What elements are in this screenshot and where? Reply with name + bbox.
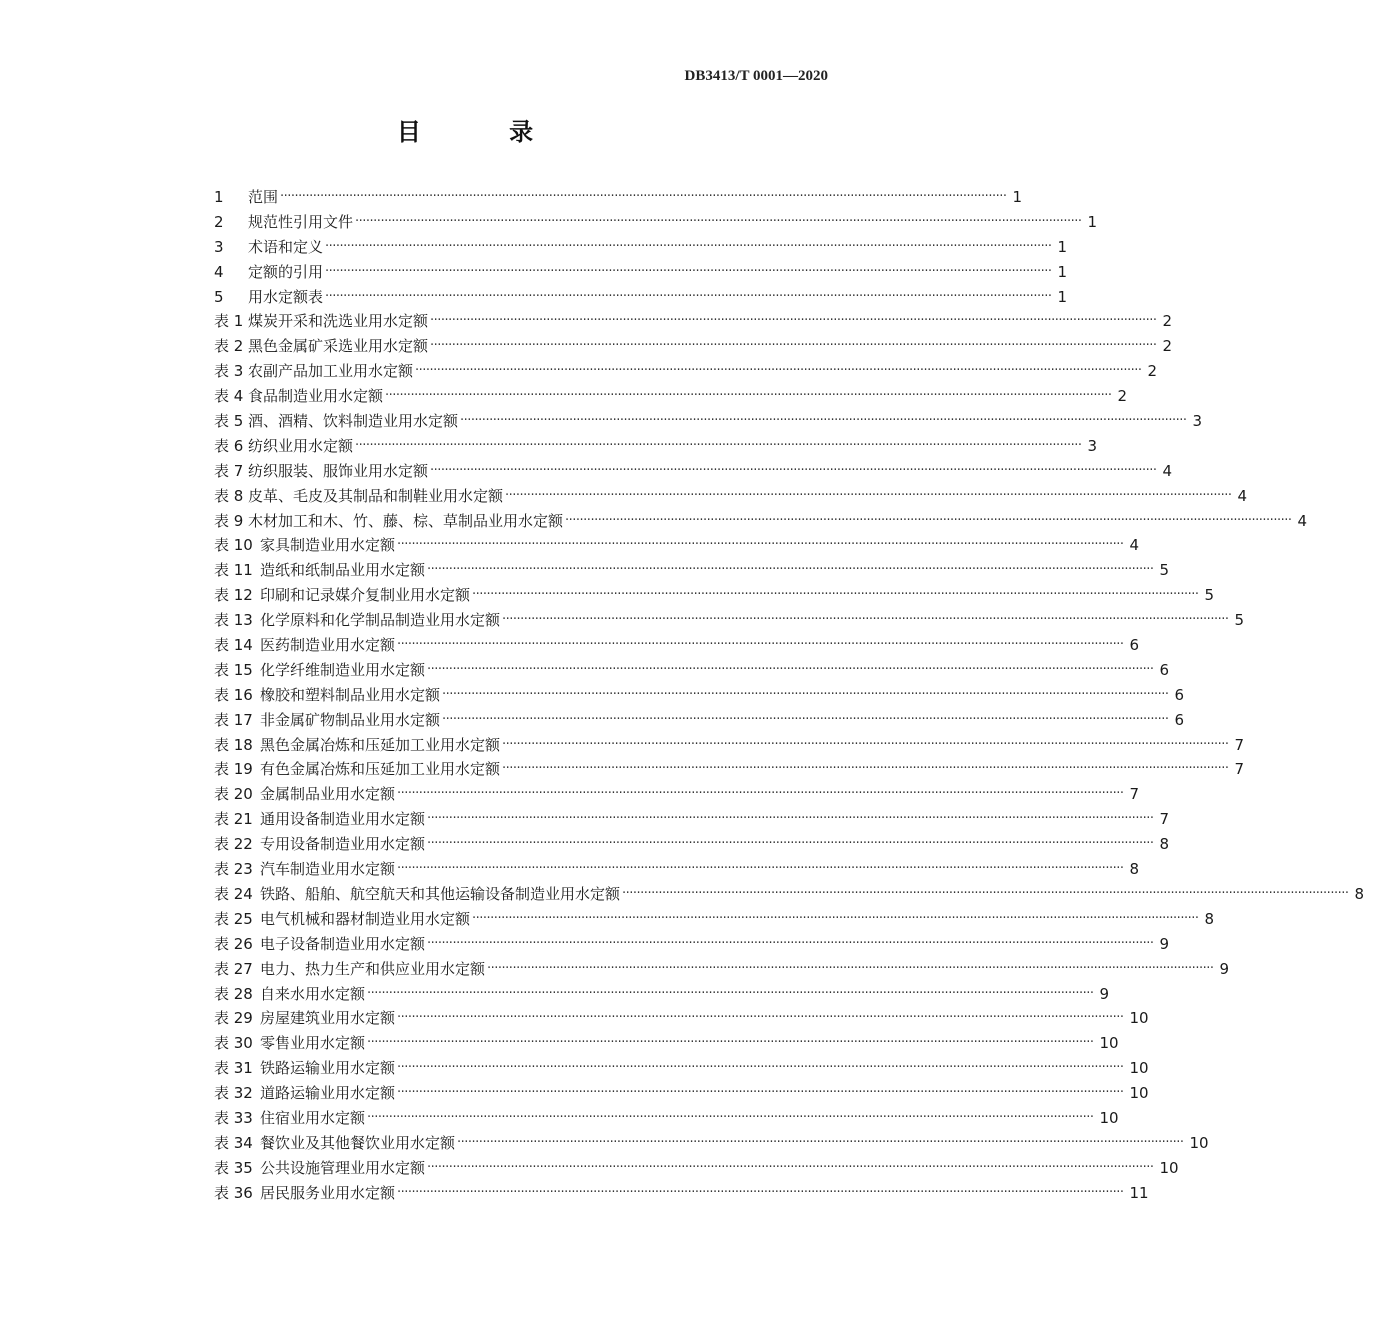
toc-entry-page: 8	[1354, 884, 1365, 903]
toc-leader-dots: ········································································································································································································	[355, 213, 1082, 229]
toc-entry-number: 表 17	[214, 710, 253, 729]
toc-entry-page: 3	[1192, 412, 1203, 431]
toc-entry-label: 房屋建筑业用水定额	[260, 1009, 396, 1028]
toc-entry-label: 皮革、毛皮及其制品和制鞋业用水定额	[248, 486, 504, 505]
toc-entry-number: 表 25	[214, 909, 253, 928]
toc-entry-number: 表 4	[214, 387, 244, 406]
toc-entry-label: 黑色金属冶炼和压延加工业用水定额	[260, 735, 501, 754]
toc-entry-page: 2	[1147, 362, 1158, 381]
toc-leader-dots: ········································································································································································································	[487, 960, 1214, 976]
toc-entry-label: 农副产品加工业用水定额	[248, 362, 414, 381]
document-code: DB3413/T 0001—2020	[684, 68, 828, 84]
toc-entry[interactable]	[214, 260, 1068, 285]
toc-entry-number: 表 10	[214, 536, 253, 555]
toc-entry[interactable]	[214, 633, 1140, 658]
toc-leader-dots: ········································································································································································································	[460, 413, 1187, 429]
toc-entry-label: 用水定额表	[248, 287, 324, 306]
toc-entry-number: 表 23	[214, 860, 253, 879]
toc-entry-label: 化学原料和化学制品制造业用水定额	[260, 611, 501, 630]
toc-entry-number: 表 9	[214, 511, 244, 530]
toc-entry[interactable]	[214, 1156, 1179, 1181]
toc-entry-number: 表 35	[214, 1158, 253, 1177]
toc-entry[interactable]	[214, 733, 1245, 758]
toc-entry-label: 范围	[248, 188, 279, 206]
toc-entry[interactable]	[214, 957, 1230, 982]
toc-entry-number: 表 31	[214, 1059, 253, 1078]
page-title: 目 录	[396, 118, 574, 146]
toc-entry-page: 6	[1174, 710, 1185, 729]
toc-leader-dots: ········································································································································································································	[355, 437, 1082, 453]
toc-leader-dots: ········································································································································································································	[622, 885, 1349, 901]
toc-entry-page: 9	[1099, 984, 1110, 1003]
toc-entry-number: 表 30	[214, 1034, 253, 1053]
toc-entry-number: 表 1	[214, 312, 244, 331]
toc-entry-page: 10	[1189, 1133, 1209, 1152]
toc-entry-number: 表 11	[214, 561, 253, 580]
toc-entry[interactable]	[214, 558, 1170, 583]
toc-entry[interactable]	[214, 1006, 1149, 1031]
toc-entry-page: 10	[1099, 1034, 1119, 1053]
toc-entry-label: 煤炭开采和洗选业用水定额	[248, 312, 429, 331]
toc-entry-label: 纺织业用水定额	[248, 436, 354, 455]
toc-entry-number: 1	[214, 188, 224, 206]
toc-entry[interactable]	[214, 658, 1170, 683]
toc-entry[interactable]	[214, 459, 1173, 484]
toc-leader-dots: ········································································································································································································	[427, 935, 1154, 951]
toc-entry-label: 非金属矿物制品业用水定额	[260, 710, 441, 729]
toc-entry-label: 汽车制造业用水定额	[260, 860, 396, 879]
toc-entry-label: 家具制造业用水定额	[260, 536, 396, 555]
toc-entry-page: 2	[1162, 337, 1173, 356]
toc-leader-dots: ········································································································································································································	[397, 1085, 1124, 1101]
toc-leader-dots: ········································································································································································································	[427, 1159, 1154, 1175]
toc-leader-dots: ········································································································································································································	[280, 189, 1007, 204]
toc-entry[interactable]	[214, 185, 1023, 210]
toc-entry[interactable]	[214, 932, 1170, 957]
toc-entry-page: 1	[1057, 237, 1068, 256]
toc-entry-number: 表 24	[214, 884, 253, 903]
toc-leader-dots: ········································································································································································································	[442, 711, 1169, 727]
toc-entry-label: 金属制品业用水定额	[260, 785, 396, 804]
toc-leader-dots: ········································································································································································································	[325, 288, 1052, 304]
toc-entry[interactable]	[214, 1081, 1149, 1106]
toc-entry-page: 1	[1012, 188, 1023, 206]
toc-entry-label: 电力、热力生产和供应业用水定额	[260, 959, 486, 978]
toc-entry-page: 6	[1159, 660, 1170, 679]
toc-entry-number: 表 20	[214, 785, 253, 804]
toc-entry-number: 表 26	[214, 934, 253, 953]
toc-leader-dots: ········································································································································································································	[397, 861, 1124, 877]
toc-entry-number: 表 13	[214, 611, 253, 630]
toc-leader-dots: ········································································································································································································	[397, 637, 1124, 653]
toc-leader-dots: ········································································································································································································	[325, 263, 1052, 279]
toc-entry[interactable]	[214, 907, 1215, 932]
toc-entry-page: 9	[1159, 934, 1170, 953]
toc-entry-number: 表 2	[214, 337, 244, 356]
toc-entry-label: 木材加工和木、竹、藤、棕、草制品业用水定额	[248, 511, 564, 530]
toc-leader-dots: ········································································································································································································	[397, 786, 1124, 802]
toc-entry[interactable]	[214, 484, 1248, 509]
toc-entry[interactable]	[214, 1056, 1149, 1081]
toc-leader-dots: ········································································································································································································	[427, 661, 1154, 677]
toc-entry[interactable]	[214, 285, 1068, 310]
toc-entry-page: 4	[1162, 461, 1173, 480]
toc-entry-number: 5	[214, 287, 224, 306]
toc-entry-label: 餐饮业及其他餐饮业用水定额	[260, 1133, 456, 1152]
toc-entry-label: 纺织服装、服饰业用水定额	[248, 461, 429, 480]
toc-entry[interactable]	[214, 334, 1173, 359]
toc-entry[interactable]	[214, 359, 1158, 384]
toc-entry-label: 住宿业用水定额	[260, 1108, 366, 1127]
toc-leader-dots: ········································································································································································································	[430, 338, 1157, 354]
toc-entry[interactable]	[214, 384, 1128, 409]
toc-entry-label: 规范性引用文件	[248, 212, 354, 231]
toc-leader-dots: ········································································································································································································	[427, 562, 1154, 578]
toc-leader-dots: ········································································································································································································	[397, 1010, 1124, 1026]
toc-entry-label: 有色金属冶炼和压延加工业用水定额	[260, 760, 501, 779]
toc-entry-label: 医药制造业用水定额	[260, 636, 396, 655]
toc-entry[interactable]	[214, 434, 1098, 459]
toc-entry-page: 6	[1174, 685, 1185, 704]
toc-entry-label: 通用设备制造业用水定额	[260, 810, 426, 829]
toc-entry-number: 表 15	[214, 660, 253, 679]
toc-entry-page: 10	[1159, 1158, 1179, 1177]
toc-entry[interactable]	[214, 583, 1215, 608]
toc-entry[interactable]	[214, 882, 1365, 907]
toc-entry-number: 表 12	[214, 586, 253, 605]
toc-leader-dots: ········································································································································································································	[565, 512, 1292, 528]
toc-leader-dots: ········································································································································································································	[367, 985, 1094, 1001]
toc-leader-dots: ········································································································································································································	[502, 736, 1229, 752]
toc-entry-label: 铁路、船舶、航空航天和其他运输设备制造业用水定额	[260, 884, 621, 903]
toc-entry-label: 定额的引用	[248, 262, 324, 281]
toc-entry-page: 5	[1234, 611, 1245, 630]
toc-leader-dots: ········································································································································································································	[427, 811, 1154, 827]
toc-entry-page: 4	[1237, 486, 1248, 505]
toc-entry-number: 表 14	[214, 636, 253, 655]
toc-entry[interactable]	[214, 1181, 1149, 1206]
toc-entry-page: 5	[1159, 561, 1170, 580]
toc-entry-label: 橡胶和塑料制品业用水定额	[260, 685, 441, 704]
toc-entry-number: 表 19	[214, 760, 253, 779]
toc-entry[interactable]	[214, 509, 1308, 534]
toc-entry-label: 电子设备制造业用水定额	[260, 934, 426, 953]
toc-entry-label: 道路运输业用水定额	[260, 1084, 396, 1103]
table-of-contents	[214, 185, 1365, 1206]
toc-leader-dots: ········································································································································································································	[367, 1109, 1094, 1125]
toc-entry[interactable]	[214, 708, 1185, 733]
toc-leader-dots: ········································································································································································································	[430, 462, 1157, 478]
toc-entry-label: 酒、酒精、饮料制造业用水定额	[248, 412, 459, 431]
toc-entry[interactable]	[214, 608, 1245, 633]
toc-entry[interactable]	[214, 1106, 1119, 1131]
toc-entry-number: 表 7	[214, 461, 244, 480]
toc-entry-page: 1	[1057, 287, 1068, 306]
toc-leader-dots: ········································································································································································································	[430, 313, 1157, 329]
toc-leader-dots: ········································································································································································································	[397, 1060, 1124, 1076]
toc-entry-number: 表 34	[214, 1133, 253, 1152]
toc-entry[interactable]	[214, 309, 1173, 334]
toc-leader-dots: ········································································································································································································	[397, 537, 1124, 553]
toc-leader-dots: ········································································································································································································	[325, 238, 1052, 254]
toc-entry-number: 3	[214, 237, 224, 256]
toc-leader-dots: ········································································································································································································	[457, 1134, 1184, 1150]
toc-entry-label: 电气机械和器材制造业用水定额	[260, 909, 471, 928]
toc-entry-page: 1	[1087, 212, 1098, 231]
toc-entry-number: 2	[214, 212, 224, 231]
toc-leader-dots: ········································································································································································································	[502, 612, 1229, 628]
toc-entry-page: 10	[1099, 1108, 1119, 1127]
toc-entry-number: 表 6	[214, 436, 244, 455]
toc-entry-label: 印刷和记录媒介复制业用水定额	[260, 586, 471, 605]
toc-entry-page: 8	[1204, 909, 1215, 928]
toc-entry-page: 10	[1129, 1084, 1149, 1103]
toc-entry-page: 11	[1129, 1183, 1149, 1202]
toc-entry[interactable]	[214, 857, 1140, 882]
toc-entry-number: 表 28	[214, 984, 253, 1003]
toc-entry-page: 10	[1129, 1009, 1149, 1028]
toc-entry-page: 5	[1204, 586, 1215, 605]
toc-leader-dots: ········································································································································································································	[505, 487, 1232, 503]
toc-entry[interactable]	[214, 757, 1245, 782]
toc-entry-number: 表 16	[214, 685, 253, 704]
toc-leader-dots: ········································································································································································································	[397, 1184, 1124, 1200]
toc-entry-label: 食品制造业用水定额	[248, 387, 384, 406]
toc-entry-number: 表 3	[214, 362, 244, 381]
toc-entry-label: 化学纤维制造业用水定额	[260, 660, 426, 679]
toc-entry-page: 2	[1162, 312, 1173, 331]
toc-entry-page: 8	[1159, 835, 1170, 854]
toc-entry[interactable]	[214, 982, 1110, 1007]
toc-entry[interactable]	[214, 533, 1140, 558]
toc-entry-label: 铁路运输业用水定额	[260, 1059, 396, 1078]
toc-entry-page: 7	[1234, 760, 1245, 779]
toc-entry-number: 表 33	[214, 1108, 253, 1127]
toc-leader-dots: ········································································································································································································	[472, 587, 1199, 603]
toc-entry-page: 7	[1234, 735, 1245, 754]
toc-entry[interactable]	[214, 210, 1098, 235]
toc-entry-number: 表 29	[214, 1009, 253, 1028]
toc-entry[interactable]	[214, 1131, 1209, 1156]
toc-entry-page: 2	[1117, 387, 1128, 406]
toc-entry[interactable]	[214, 807, 1170, 832]
toc-entry-page: 10	[1129, 1059, 1149, 1078]
toc-leader-dots: ········································································································································································································	[427, 836, 1154, 852]
toc-entry[interactable]	[214, 832, 1170, 857]
toc-entry-page: 8	[1129, 860, 1140, 879]
toc-entry-label: 专用设备制造业用水定额	[260, 835, 426, 854]
toc-entry-number: 表 22	[214, 835, 253, 854]
toc-entry-page: 3	[1087, 436, 1098, 455]
toc-entry-label: 公共设施管理业用水定额	[260, 1158, 426, 1177]
toc-entry-number: 表 5	[214, 412, 244, 431]
toc-entry-page: 9	[1219, 959, 1230, 978]
toc-entry-number: 表 8	[214, 486, 244, 505]
toc-leader-dots: ········································································································································································································	[415, 363, 1142, 379]
toc-entry-label: 居民服务业用水定额	[260, 1183, 396, 1202]
toc-entry-page: 4	[1129, 536, 1140, 555]
toc-entry-page: 7	[1159, 810, 1170, 829]
toc-entry-page: 1	[1057, 262, 1068, 281]
toc-entry-number: 表 32	[214, 1084, 253, 1103]
toc-entry[interactable]	[214, 235, 1068, 260]
toc-entry[interactable]	[214, 683, 1185, 708]
toc-leader-dots: ········································································································································································································	[472, 910, 1199, 926]
toc-leader-dots: ········································································································································································································	[442, 686, 1169, 702]
toc-entry[interactable]	[214, 409, 1203, 434]
toc-entry-label: 造纸和纸制品业用水定额	[260, 561, 426, 580]
toc-leader-dots: ········································································································································································································	[385, 388, 1112, 404]
toc-entry-number: 4	[214, 262, 224, 281]
toc-entry-page: 6	[1129, 636, 1140, 655]
toc-entry-number: 表 36	[214, 1183, 253, 1202]
toc-entry-number: 表 27	[214, 959, 253, 978]
toc-entry-page: 4	[1297, 511, 1308, 530]
toc-entry-label: 自来水用水定额	[260, 984, 366, 1003]
toc-entry[interactable]	[214, 782, 1140, 807]
toc-entry-label: 术语和定义	[248, 237, 324, 256]
toc-entry-page: 7	[1129, 785, 1140, 804]
toc-entry-number: 表 21	[214, 810, 253, 829]
toc-entry-number: 表 18	[214, 735, 253, 754]
toc-entry-label: 黑色金属矿采选业用水定额	[248, 337, 429, 356]
toc-leader-dots: ········································································································································································································	[502, 761, 1229, 777]
toc-leader-dots: ········································································································································································································	[367, 1035, 1094, 1051]
toc-entry[interactable]	[214, 1031, 1119, 1056]
toc-entry-label: 零售业用水定额	[260, 1034, 366, 1053]
